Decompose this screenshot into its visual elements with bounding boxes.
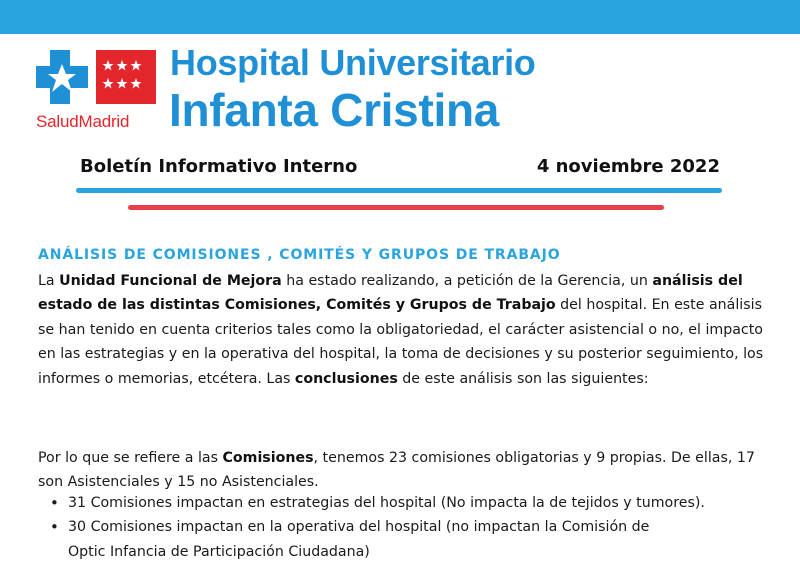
intro-bold-2: análisis del estado de las distintas Comisiones, Comités y Grupos de Trabajo — [38, 273, 743, 314]
commissions-text-2: , tenemos 23 comisiones obligatorias y 9 propias. De ellas, 17 son Asistenciales y 15 no Asistenciales. — [38, 450, 755, 491]
bulletin-name: Boletín Informativo Interno — [80, 156, 358, 177]
intro-text-3: del hospital. En este análisis se han tenido en cuenta criterios tales como la obligatoriedad, el carácter asistencial o no, el impacto en las estrategias y en la operativa del hospital, la toma de decisiones y su posterior seguimiento, los informes o memorias, etcétera. Las — [38, 297, 764, 387]
intro-text-4: de este análisis son las siguientes: — [397, 370, 649, 387]
blue-divider — [76, 188, 722, 193]
intro-text-2: ha estado realizando, a petición de la Gerencia, un — [281, 273, 653, 289]
commissions-bullet-list — [48, 491, 778, 558]
red-divider — [128, 205, 664, 210]
intro-paragraph — [38, 269, 766, 391]
commissions-text-1: Por lo que se refiere a las — [38, 450, 223, 466]
bulletin-date: 4 noviembre 2022 — [536, 156, 720, 177]
intro-bold-3: conclusiones — [294, 370, 398, 387]
list-item: • 31 Comisiones impactan en estrategias del hospital (No impacta la de tejidos y tumores). — [48, 491, 778, 515]
section-heading: ANÁLISIS DE COMISIONES , COMITÉS Y GRUPOS DE TRABAJO — [38, 247, 561, 263]
intro-bold-1: Unidad Funcional de Mejora — [59, 273, 282, 289]
top-banner-bar — [0, 0, 800, 34]
list-item-continuation: Optic Infancia de Participación Ciudadana) — [68, 543, 370, 560]
logo-caption: SaludMadrid — [36, 112, 130, 131]
intro-text-1: La — [38, 273, 60, 289]
hospital-title-line1: Hospital Universitario — [170, 42, 536, 83]
list-item: • 30 Comisiones impactan en la operativa del hospital (no impactan la Comisión de — [48, 515, 778, 539]
commissions-bold-1: Comisiones — [222, 450, 314, 466]
commissions-paragraph — [38, 446, 766, 495]
hospital-title-line2: Infanta Cristina — [169, 84, 500, 136]
